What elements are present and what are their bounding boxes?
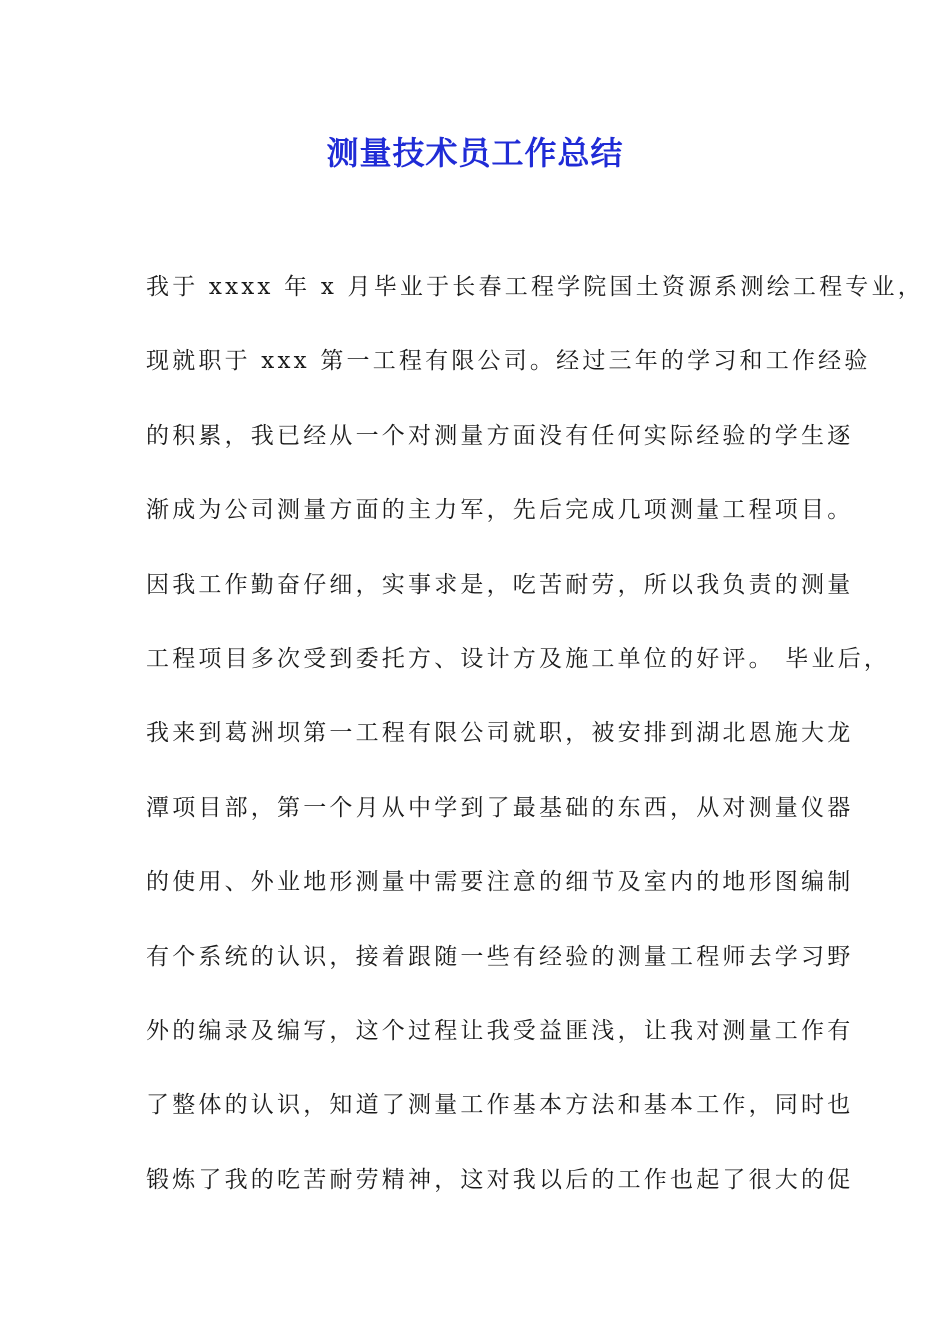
text-line: 了整体的认识，知道了测量工作基本方法和基本工作，同时也 (146, 1092, 854, 1119)
text-line: 有个系统的认识，接着跟随一些有经验的测量工程师去学习野 (146, 943, 854, 970)
text-line: 渐成为公司测量方面的主力军，先后完成几项测量工程项目。 (146, 497, 854, 524)
text-line: 的积累，我已经从一个对测量方面没有任何实际经验的学生逐 (146, 422, 854, 449)
text-line: 我来到葛洲坝第一工程有限公司就职，被安排到湖北恩施大龙 (146, 720, 854, 747)
text-line: 因我工作勤奋仔细，实事求是，吃苦耐劳，所以我负责的测量 (146, 571, 854, 598)
text-line: 潭项目部，第一个月从中学到了最基础的东西，从对测量仪器 (146, 794, 854, 821)
text-line: 外的编录及编写，这个过程让我受益匪浅，让我对测量工作有 (146, 1017, 854, 1044)
text-line: 我于 xxxx 年 x 月毕业于长春工程学院国土资源系测绘工程专业， (146, 274, 924, 300)
text-line: 锻炼了我的吃苦耐劳精神，这对我以后的工作也起了很大的促 (146, 1166, 854, 1193)
text-line: 的使用、外业地形测量中需要注意的细节及室内的地形图编制 (146, 869, 854, 896)
body-text (146, 268, 924, 1235)
text-line: 现就职于 xxx 第一工程有限公司。经过三年的学习和工作经验 (146, 348, 871, 375)
document-title: 测量技术员工作总结 (326, 134, 624, 172)
text-line: 工程项目多次受到委托方、设计方及施工单位的好评。 毕业后， (146, 645, 891, 672)
